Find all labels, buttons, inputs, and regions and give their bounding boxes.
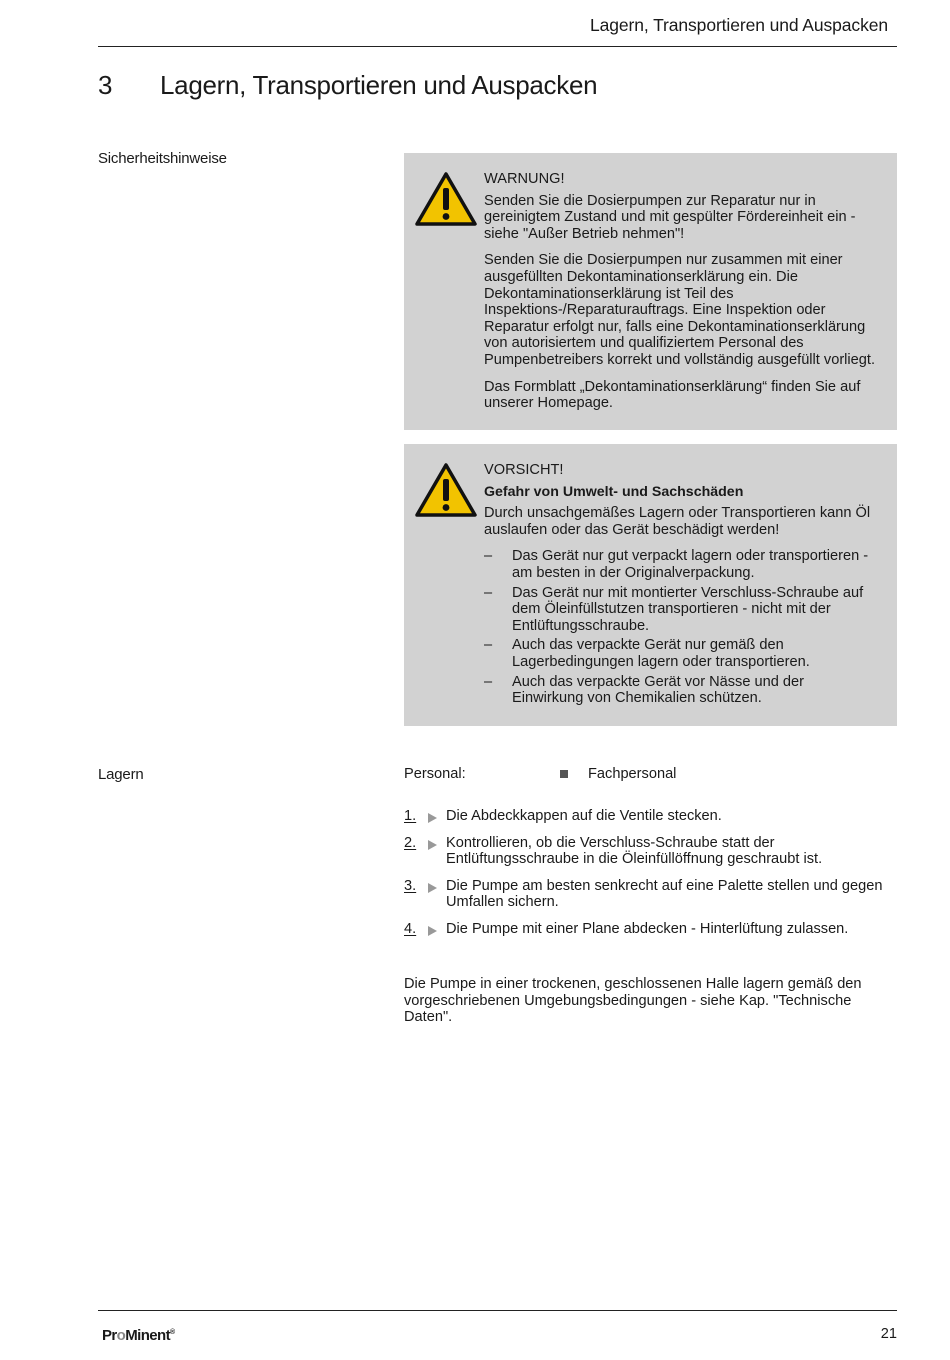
list-item-text: Das Gerät nur gut verpackt lagern oder transportieren - am besten in der Originalverpackung.: [512, 548, 869, 581]
step-item: [404, 835, 897, 868]
warning-paragraph: Das Formblatt „Dekontaminationserklärung“ finden Sie auf unserer Homepage.: [484, 378, 861, 412]
personnel-value: Fachpersonal: [588, 766, 677, 782]
step-arrow-icon: [428, 813, 437, 823]
dash-marker: –: [484, 584, 493, 601]
safety-section-label: Sicherheitshinweise: [98, 150, 227, 167]
list-item-text: Auch das verpackte Gerät nur gemäß den Lagerbedingungen lagern oder transportieren.: [512, 637, 810, 670]
footer-rule: [98, 1310, 897, 1311]
header-rule: [98, 46, 897, 47]
step-arrow-icon: [428, 883, 437, 893]
list-item-text: Auch das verpackte Gerät vor Nässe und der Einwirkung von Chemikalien schützen.: [512, 673, 805, 707]
list-item: [484, 674, 875, 707]
caution-signal-word: VORSICHT!: [484, 462, 564, 478]
warning-signal-word: WARNUNG!: [484, 171, 565, 187]
storage-section-label: Lagern: [98, 766, 144, 783]
warning-content: [484, 171, 875, 422]
caution-list: [484, 548, 875, 706]
step-arrow-icon: [428, 926, 437, 936]
logo-text-part: Pr: [102, 1327, 117, 1344]
prominent-logo: [102, 1327, 175, 1344]
personnel-label: Personal:: [404, 766, 466, 782]
warning-box: [404, 153, 897, 430]
storage-note: Die Pumpe in einer trockenen, geschlossenen Halle lagern gemäß den vorgeschriebenen Umgebungsbedingungen - siehe Kap. "Technische Daten".: [404, 976, 862, 1026]
square-bullet-icon: [560, 770, 568, 778]
step-text: Kontrollieren, ob die Verschluss-Schraube statt der Entlüftungsschraube in die Öleinfüllöffnung geschraubt ist.: [446, 834, 823, 868]
step-item: [404, 808, 897, 825]
step-text: Die Pumpe am besten senkrecht auf eine Palette stellen und gegen Umfallen sichern.: [446, 877, 883, 911]
running-header-title: Lagern, Transportieren und Auspacken: [590, 15, 888, 35]
storage-steps: [404, 808, 897, 948]
step-number: 1.: [404, 808, 417, 824]
list-item: [484, 548, 875, 581]
warning-triangle-icon: [414, 171, 478, 227]
caution-subtitle: Gefahr von Umwelt- und Sachschäden: [484, 483, 744, 500]
logo-text-part: o: [116, 1327, 126, 1344]
caution-intro: Durch unsachgemäßes Lagern oder Transportieren kann Öl auslaufen oder das Gerät beschädigt werden!: [484, 505, 871, 538]
step-arrow-icon: [428, 840, 437, 850]
step-number: 4.: [404, 920, 417, 937]
logo-text-part: Minent: [125, 1327, 170, 1344]
step-item: [404, 878, 897, 911]
registered-mark: ®: [169, 1329, 175, 1336]
warning-triangle-icon: [414, 462, 478, 518]
dash-marker: –: [484, 673, 493, 690]
dash-marker: –: [484, 548, 493, 565]
step-number: 2.: [404, 834, 417, 851]
dash-marker: –: [484, 637, 493, 654]
warning-paragraph: Senden Sie die Dosierpumpen nur zusammen mit einer ausgefüllten Dekontaminationserklärung ein. Die Dekontaminationserklärung ist Teil des Inspektions-/Reparaturauftrags. Eine Inspektion oder Reparatur erfolgt nur, falls eine Dekontaminationserklärung von autorisiertem und qualifiziertem Personal des Pumpenbetreibers korrekt und vollständig ausgefüllt vorliegt.: [484, 252, 876, 368]
page-number: 21: [880, 1326, 897, 1342]
step-item: [404, 921, 897, 938]
step-text: Die Pumpe mit einer Plane abdecken - Hinterlüftung zulassen.: [446, 920, 849, 937]
warning-paragraph: Senden Sie die Dosierpumpen zur Reparatur nur in gereinigtem Zustand und mit gespülter Fördereinheit ein - siehe "Außer Betrieb nehmen"!: [484, 192, 856, 242]
chapter-number: 3: [98, 70, 113, 100]
step-number: 3.: [404, 877, 417, 894]
caution-box: [404, 444, 897, 726]
step-text: Die Abdeckkappen auf die Ventile stecken.: [446, 808, 722, 824]
list-item: [484, 637, 875, 670]
list-item-text: Das Gerät nur mit montierter Verschluss-Schraube auf dem Öleinfüllstutzen transportieren - nicht mit der Entlüftungsschraube.: [512, 584, 864, 634]
chapter-heading: [98, 70, 597, 101]
list-item: [484, 585, 875, 635]
chapter-title: Lagern, Transportieren und Auspacken: [160, 70, 598, 100]
caution-content: [484, 462, 875, 710]
